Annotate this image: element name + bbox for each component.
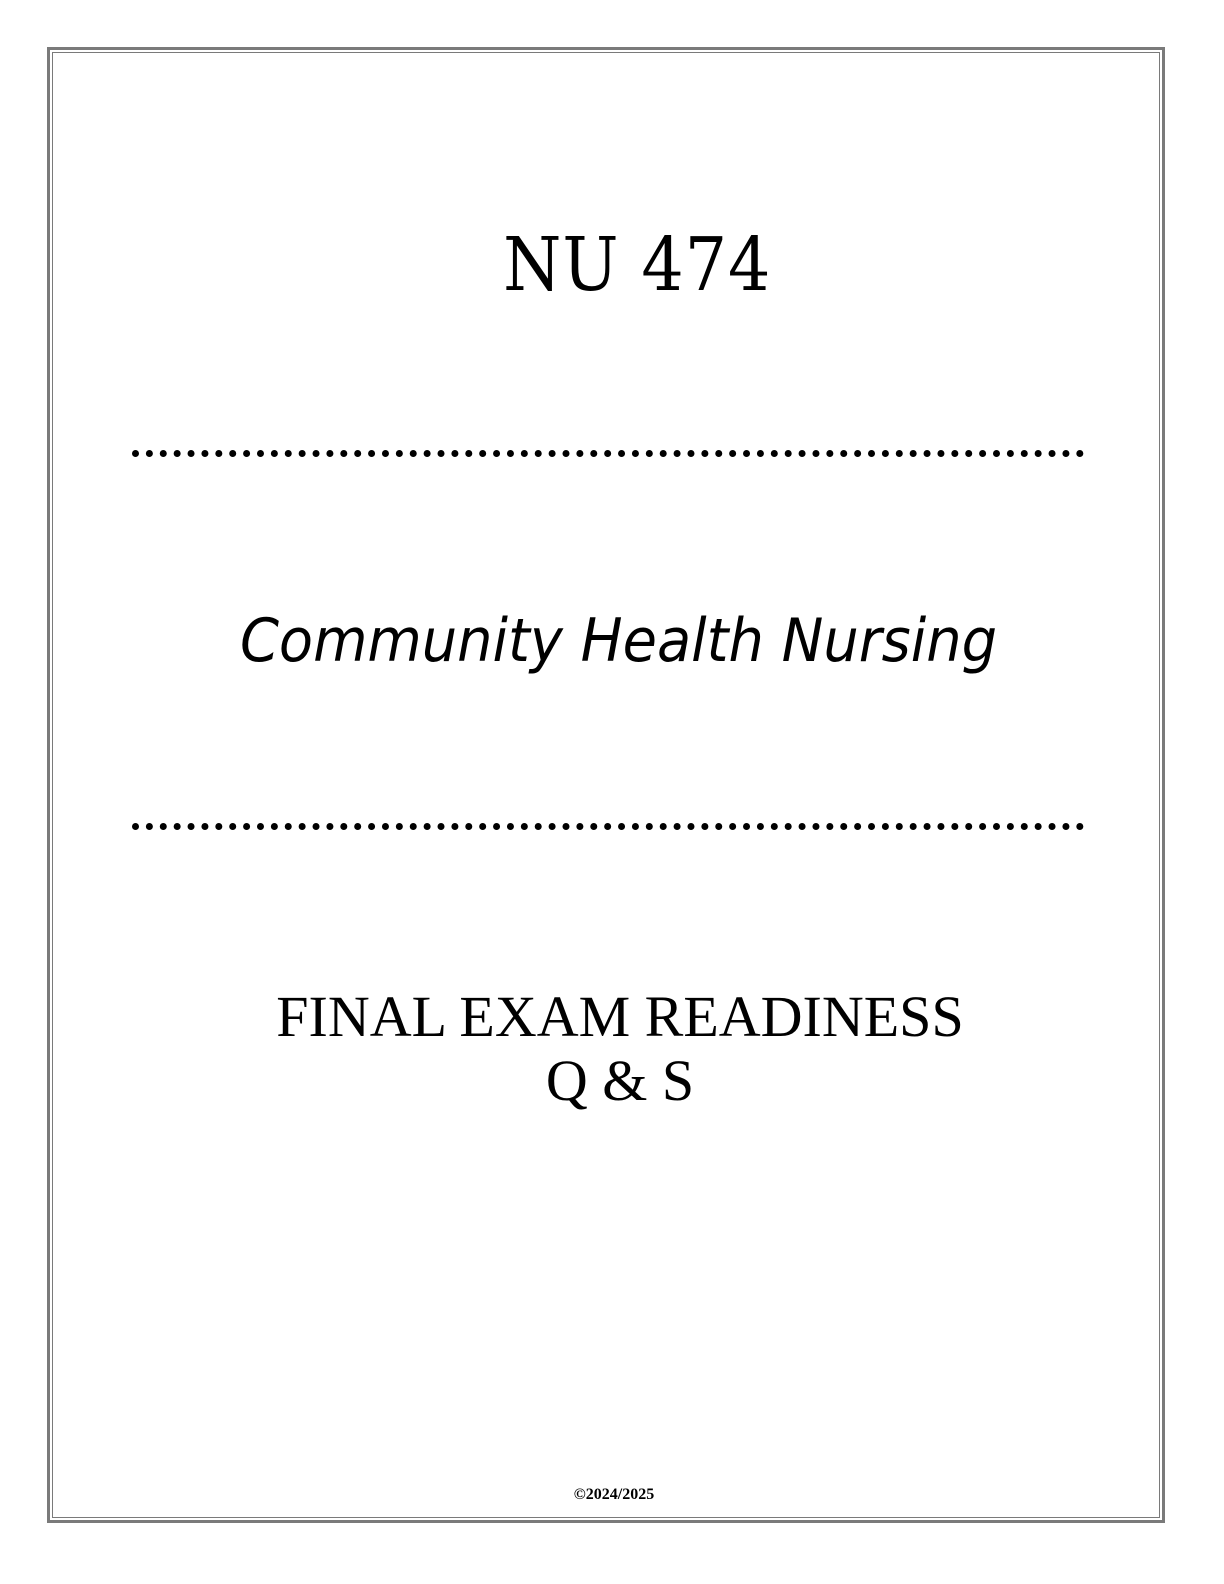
exam-title-line1: FINAL EXAM READINESS [276,984,964,1049]
course-code: NU 474 [503,222,772,308]
exam-title-line2: Q & S [545,1048,695,1113]
copyright-notice: ©2024/2025 [573,1486,655,1503]
dotted-divider-bottom [132,823,1084,830]
dotted-divider-top [132,450,1084,457]
course-subtitle: Community Health Nursing [239,606,998,676]
exam-title [0,985,1224,1113]
